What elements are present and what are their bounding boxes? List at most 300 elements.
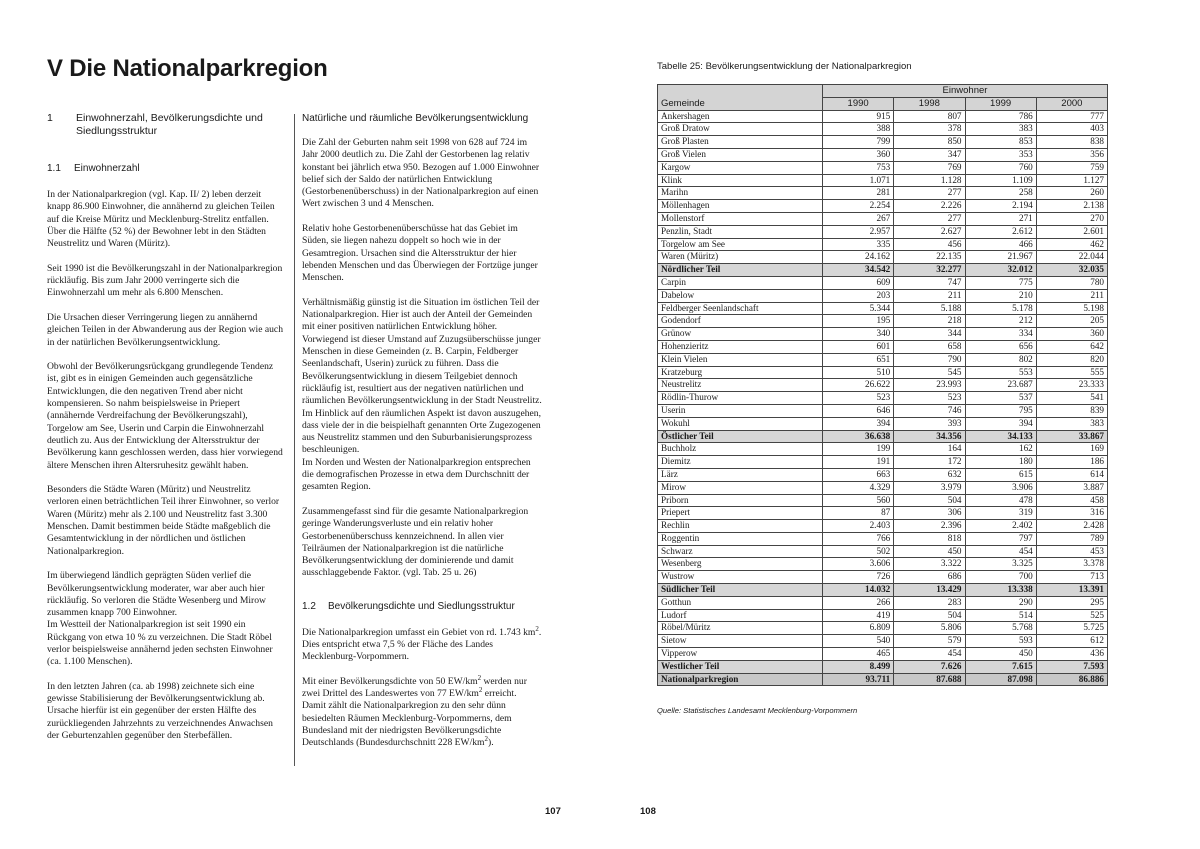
table-header-row: [658, 85, 1108, 98]
municipality-name: Priepert: [658, 507, 823, 520]
page-number-left: 107: [545, 806, 561, 817]
table-row: [658, 340, 1108, 353]
population-value: 3.325: [965, 558, 1036, 571]
population-value: 759: [1036, 161, 1107, 174]
municipality-name: Godendorf: [658, 315, 823, 328]
population-value: 205: [1036, 315, 1107, 328]
population-value: 769: [894, 161, 965, 174]
population-value: 290: [965, 596, 1036, 609]
table-row: [658, 200, 1108, 213]
municipality-name: Waren (Müritz): [658, 251, 823, 264]
table-header-year: 1998: [894, 97, 965, 110]
paragraph: Zusammengefasst sind für die gesamte Nationalparkregion geringe Wanderungsverluste und ein relativ hoher Gestorbenenüberschuss kennzeichnend. In allen vier Teilräumen der Nationalparkregion ist die natürliche Bevölkerungsentwicklung der dominierende und damit ausschlaggebende Faktor. (vgl. Tab. 25 u. 26): [302, 505, 529, 579]
population-value: 34.356: [894, 430, 965, 443]
table-row: [658, 174, 1108, 187]
paragraph: Seit 1990 ist die Bevölkerungszahl in der Nationalparkregion rückläufig. Bis zum Jahr 2000 verringerte sich die Einwohnerzahl um mehr als 6.800 Menschen.: [47, 262, 283, 299]
table-row: [658, 494, 1108, 507]
population-value: 3.906: [965, 481, 1036, 494]
population-value: 799: [823, 136, 894, 149]
population-value: 36.638: [823, 430, 894, 443]
population-value: 195: [823, 315, 894, 328]
table-row: [658, 558, 1108, 571]
municipality-name: Carpin: [658, 276, 823, 289]
population-value: 726: [823, 571, 894, 584]
population-value: 2.396: [894, 520, 965, 533]
population-value: 13.338: [965, 584, 1036, 597]
table-body: [658, 110, 1108, 686]
population-value: 450: [894, 545, 965, 558]
municipality-name: Groß Vielen: [658, 148, 823, 161]
population-value: 1.127: [1036, 174, 1107, 187]
population-value: 2.612: [965, 225, 1036, 238]
population-value: 6.809: [823, 622, 894, 635]
population-value: 553: [965, 366, 1036, 379]
table-row: [658, 315, 1108, 328]
population-value: 775: [965, 276, 1036, 289]
population-value: 347: [894, 148, 965, 161]
table-group-header: Einwohner: [823, 85, 1108, 98]
table-row: [658, 622, 1108, 635]
population-value: 394: [965, 417, 1036, 430]
population-value: 169: [1036, 443, 1107, 456]
population-value: 523: [823, 392, 894, 405]
population-value: 164: [894, 443, 965, 456]
population-value: 656: [965, 340, 1036, 353]
table-row: [658, 609, 1108, 622]
table-row: [658, 289, 1108, 302]
population-value: 502: [823, 545, 894, 558]
population-value: 87.688: [894, 673, 965, 686]
population-value: 510: [823, 366, 894, 379]
subsection-number: 1.2: [302, 600, 316, 612]
population-value: 360: [823, 148, 894, 161]
table-source: Quelle: Statistisches Landesamt Mecklenburg-Vorpommern: [657, 706, 858, 715]
population-value: 33.867: [1036, 430, 1107, 443]
population-value: 393: [894, 417, 965, 430]
table-row: [658, 468, 1108, 481]
municipality-name: Nördlicher Teil: [658, 264, 823, 277]
population-value: 319: [965, 507, 1036, 520]
municipality-name: Sietow: [658, 635, 823, 648]
population-value: 191: [823, 456, 894, 469]
population-value: 1.071: [823, 174, 894, 187]
population-value: 87: [823, 507, 894, 520]
population-value: 2.601: [1036, 225, 1107, 238]
population-value: 465: [823, 648, 894, 661]
population-value: 514: [965, 609, 1036, 622]
table-row: [658, 404, 1108, 417]
paragraph: Besonders die Städte Waren (Müritz) und Neustrelitz verloren einen beträchtlichen Teil ihrer Einwohner, so verlor Waren (Müritz) mehr als 2.100 und Neustrelitz fast 3.300 Menschen. Damit bestimmen beide Städte maßgeblich die Gesamtentwicklung in der nördlichen und östlichen Nationalparkregion.: [47, 484, 280, 557]
municipality-name: Diemitz: [658, 456, 823, 469]
population-value: 344: [894, 328, 965, 341]
municipality-name: Buchholz: [658, 443, 823, 456]
population-value: 462: [1036, 238, 1107, 251]
population-value: 2.194: [965, 200, 1036, 213]
left-column: [47, 112, 285, 755]
population-value: 478: [965, 494, 1036, 507]
population-value: 651: [823, 353, 894, 366]
table-row: [658, 225, 1108, 238]
population-value: 23.993: [894, 379, 965, 392]
municipality-name: Penzlin, Stadt: [658, 225, 823, 238]
paragraph: Relativ hohe Gestorbenenüberschüsse hat das Gebiet im Süden, sie liegen nahezu doppelt so hoch wie in der Gesamtregion. Ursachen sind die Altersstruktur der hier lebenden Menschen und das Überwiegen der Fortzüge junger Menschen.: [302, 223, 538, 284]
population-value: 797: [965, 532, 1036, 545]
municipality-name: Klein Vielen: [658, 353, 823, 366]
table-row: [658, 187, 1108, 200]
population-value: 32.035: [1036, 264, 1107, 277]
population-value: 388: [823, 123, 894, 136]
column-divider: [294, 114, 295, 766]
population-value: 383: [1036, 417, 1107, 430]
municipality-name: Rödlin-Thurow: [658, 392, 823, 405]
population-value: 450: [965, 648, 1036, 661]
municipality-name: Kratzeburg: [658, 366, 823, 379]
paragraph: Die Ursachen dieser Verringerung liegen zu annähernd gleichen Teilen in der Abwanderung aus der Region wie auch in der natürlichen Bevölkerungsentwicklung.: [47, 311, 283, 348]
population-value: 5.806: [894, 622, 965, 635]
population-value: 3.887: [1036, 481, 1107, 494]
population-value: 378: [894, 123, 965, 136]
population-value: 555: [1036, 366, 1107, 379]
population-value: 646: [823, 404, 894, 417]
population-value: 642: [1036, 340, 1107, 353]
population-value: 790: [894, 353, 965, 366]
table-header-name: Gemeinde: [658, 97, 823, 110]
municipality-name: Klink: [658, 174, 823, 187]
population-value: 747: [894, 276, 965, 289]
population-value: 612: [1036, 635, 1107, 648]
table-header-row: [658, 97, 1108, 110]
population-value: 839: [1036, 404, 1107, 417]
population-value: 1.128: [894, 174, 965, 187]
paragraph: In der Nationalparkregion (vgl. Kap. II/ 2) leben derzeit knapp 86.900 Einwohner, die annähernd zu gleichen Teilen auf die Kreise Müritz und Mecklenburg-Strelitz entfallen. Über die Hälfte (52 %) der Bewohner lebt in den Städten Neustrelitz und Waren (Müritz).: [47, 189, 275, 250]
paragraph-density-2: Mit einer Bevölkerungsdichte von 50 $EW/km^2$ werden nur zwei Drittel des Landeswertes von 77 $EW/km^2$ erreicht. Damit zählt die Nationalparkregion zu den sehr dünn besiedelten Räumen Mecklenburg-Vorpommerns, dem Bundesland mit der niedrigsten Bevölkerungsdichte Deutschlands (Bundesdurchschnitt 228 $EW/km^2$).: [302, 673, 527, 749]
table-row: [658, 545, 1108, 558]
population-value: 807: [894, 110, 965, 123]
population-value: 14.032: [823, 584, 894, 597]
population-value: 34.133: [965, 430, 1036, 443]
population-value: 3.979: [894, 481, 965, 494]
population-value: 13.391: [1036, 584, 1107, 597]
population-value: 2.428: [1036, 520, 1107, 533]
population-value: 199: [823, 443, 894, 456]
population-value: 5.198: [1036, 302, 1107, 315]
municipality-name: Mollenstorf: [658, 212, 823, 225]
population-value: 210: [965, 289, 1036, 302]
population-value: 1.109: [965, 174, 1036, 187]
table-row: [658, 276, 1108, 289]
municipality-name: Roggentin: [658, 532, 823, 545]
table-caption: Tabelle 25: Bevölkerungsentwicklung der Nationalparkregion: [657, 61, 912, 72]
paragraph: In den letzten Jahren (ca. ab 1998) zeichnete sich eine gewisse Stabilisierung der Bevölkerungsentwicklung ab. Ursache hierfür ist ein gegenüber der ersten Hälfte des zurückliegenden Jahrzehnts zu verzeichnendes Anwachsen der Geburtenzahlen gegenüber den Sterbefällen.: [47, 680, 273, 742]
subsection-heading: [302, 600, 542, 613]
population-value: 609: [823, 276, 894, 289]
population-value: 353: [965, 148, 1036, 161]
municipality-name: Marihn: [658, 187, 823, 200]
table-row: [658, 443, 1108, 456]
municipality-name: Kargow: [658, 161, 823, 174]
middle-heading: Natürliche und räumliche Bevölkerungsentwicklung: [302, 113, 529, 124]
table-row: [658, 110, 1108, 123]
population-value: 281: [823, 187, 894, 200]
population-value: 270: [1036, 212, 1107, 225]
paragraph: Obwohl der Bevölkerungsrückgang grundlegende Tendenz ist, gibt es in einigen Gemeinden auch gegensätzliche Entwicklungen, die den negativen Trend aber nicht kompensieren. So nahm beispielsweise in Priepert (annähernde Verdreifachung der Bevölkerungszahl), Torgelow am See, Userin und Carpin die Einwohnerzahl deutlich zu. Aus der Entwicklung der Altersstruktur der Bevölkerung kann geschlossen werden, dass hier vorwiegend ältere Menschen ihren Altersruhesitz gewählt haben.: [47, 361, 283, 471]
subsection-title: Bevölkerungsdichte und Siedlungsstruktur: [328, 600, 515, 612]
population-value: 23.687: [965, 379, 1036, 392]
population-value: 537: [965, 392, 1036, 405]
table-row: [658, 212, 1108, 225]
table-row: [658, 648, 1108, 661]
population-value: 2.627: [894, 225, 965, 238]
municipality-name: Wesenberg: [658, 558, 823, 571]
table-header-year: 2000: [1036, 97, 1107, 110]
population-value: 5.178: [965, 302, 1036, 315]
table-row: [658, 123, 1108, 136]
population-value: 2.403: [823, 520, 894, 533]
municipality-name: Nationalparkregion: [658, 673, 823, 686]
population-value: 838: [1036, 136, 1107, 149]
population-value: 632: [894, 468, 965, 481]
population-value: 540: [823, 635, 894, 648]
population-value: 306: [894, 507, 965, 520]
municipality-name: Möllenhagen: [658, 200, 823, 213]
population-value: 7.593: [1036, 660, 1107, 673]
page-number-right: 108: [640, 806, 656, 817]
population-value: 22.044: [1036, 251, 1107, 264]
population-value: 458: [1036, 494, 1107, 507]
paragraph: Im überwiegend ländlich geprägten Süden verlief die Bevölkerungsentwicklung moderater, war aber auch hier rückläufig. So verloren die Städte Wesenberg und Mirow zusammen knapp 700 Einwohner. Im Westteil der Nationalparkregion ist seit 1990 ein Rückgang von etwa 10 % zu verzeichnen. Die Stadt Röbel verlor beispielsweise annähernd jeden sechsten Einwohner (ca. 1.100 Menschen).: [47, 570, 273, 668]
population-value: 820: [1036, 353, 1107, 366]
population-value: 760: [965, 161, 1036, 174]
population-value: 180: [965, 456, 1036, 469]
table-row: [658, 379, 1108, 392]
population-value: 7.626: [894, 660, 965, 673]
population-value: 22.135: [894, 251, 965, 264]
municipality-name: Hohenzieritz: [658, 340, 823, 353]
municipality-name: Rechlin: [658, 520, 823, 533]
population-value: 5.188: [894, 302, 965, 315]
table-row: [658, 366, 1108, 379]
population-value: 658: [894, 340, 965, 353]
population-value: 13.429: [894, 584, 965, 597]
population-value: 700: [965, 571, 1036, 584]
population-value: 453: [1036, 545, 1107, 558]
population-value: 795: [965, 404, 1036, 417]
population-value: 212: [965, 315, 1036, 328]
municipality-name: Gotthun: [658, 596, 823, 609]
population-value: 26.622: [823, 379, 894, 392]
table-subtotal-row: [658, 584, 1108, 597]
subsection-number: 1.1: [47, 163, 61, 174]
population-value: 93.711: [823, 673, 894, 686]
population-value: 267: [823, 212, 894, 225]
municipality-name: Priborn: [658, 494, 823, 507]
table-row: [658, 596, 1108, 609]
population-value: 663: [823, 468, 894, 481]
population-value: 454: [894, 648, 965, 661]
population-value: 615: [965, 468, 1036, 481]
population-value: 2.138: [1036, 200, 1107, 213]
population-value: 87.098: [965, 673, 1036, 686]
population-value: 34.542: [823, 264, 894, 277]
population-value: 24.162: [823, 251, 894, 264]
population-value: 335: [823, 238, 894, 251]
population-value: 186: [1036, 456, 1107, 469]
municipality-name: Östlicher Teil: [658, 430, 823, 443]
population-value: 32.012: [965, 264, 1036, 277]
population-value: 523: [894, 392, 965, 405]
population-value: 789: [1036, 532, 1107, 545]
population-value: 766: [823, 532, 894, 545]
table-row: [658, 161, 1108, 174]
municipality-name: Grünow: [658, 328, 823, 341]
population-value: 3.378: [1036, 558, 1107, 571]
population-value: 5.344: [823, 302, 894, 315]
paragraph-density-1: Die Nationalparkregion umfasst ein Gebiet von rd. 1.743 $km^2$. Dies entspricht etwa 7,5 % der Fläche des Landes Mecklenburg-Vorpommern.: [302, 624, 542, 663]
table-row: [658, 328, 1108, 341]
municipality-name: Lärz: [658, 468, 823, 481]
population-value: 4.329: [823, 481, 894, 494]
population-value: 360: [1036, 328, 1107, 341]
table-row: [658, 136, 1108, 149]
table-header-year: 1999: [965, 97, 1036, 110]
municipality-name: Userin: [658, 404, 823, 417]
population-value: 579: [894, 635, 965, 648]
population-value: 258: [965, 187, 1036, 200]
population-value: 454: [965, 545, 1036, 558]
table-row: [658, 635, 1108, 648]
municipality-name: Groß Dratow: [658, 123, 823, 136]
table-subtotal-row: [658, 660, 1108, 673]
table-subtotal-row: [658, 264, 1108, 277]
population-value: 2.254: [823, 200, 894, 213]
population-value: 504: [894, 609, 965, 622]
population-value: 2.226: [894, 200, 965, 213]
table-row: [658, 148, 1108, 161]
population-value: 525: [1036, 609, 1107, 622]
population-value: 777: [1036, 110, 1107, 123]
population-value: 383: [965, 123, 1036, 136]
population-value: 162: [965, 443, 1036, 456]
table-subtotal-row: [658, 430, 1108, 443]
population-value: 593: [965, 635, 1036, 648]
population-value: 746: [894, 404, 965, 417]
table-row: [658, 302, 1108, 315]
population-value: 915: [823, 110, 894, 123]
population-value: 466: [965, 238, 1036, 251]
population-value: 850: [894, 136, 965, 149]
table-row: [658, 417, 1108, 430]
population-value: 456: [894, 238, 965, 251]
paragraph: Verhältnismäßig günstig ist die Situation im östlichen Teil der Nationalparkregion. Hier ist auch der Anteil der Gemeinden mit einer positiven natürlichen Entwicklung höher. Vorwiegend ist dieser Umstand auf Zuzugsüberschüsse junger Menschen in diese Gemeinden (z. B. Carpin, Feldberger Seenlandschaft, Userin) zurück zu führen. Dass die Bevölkerungsentwicklung in diesem Teilgebiet dennoch rückläufig ist, resultiert aus der negativen natürlichen und räumlichen Bevölkerungsentwicklung in der Stadt Neustrelitz. Im Hinblick auf den räumlichen Aspekt ist davon auszugehen, dass viele der in die beispielhaft genannten Orte Zugezogenen aus Neustrelitz stammen und den Suburbanisierungsprozess beschleunigen. Im Norden und Westen der Nationalparkregion entsprechen die demografischen Prozesse in etwa dem Durchschnitt der gesamten Region.: [302, 296, 542, 493]
municipality-name: Torgelow am See: [658, 238, 823, 251]
population-value: 334: [965, 328, 1036, 341]
population-value: 211: [894, 289, 965, 302]
population-value: 7.615: [965, 660, 1036, 673]
population-value: 2.402: [965, 520, 1036, 533]
population-value: 419: [823, 609, 894, 622]
table-row: [658, 238, 1108, 251]
chapter-title: V Die Nationalparkregion: [47, 55, 328, 82]
municipality-name: Westlicher Teil: [658, 660, 823, 673]
population-value: 436: [1036, 648, 1107, 661]
population-value: 316: [1036, 507, 1107, 520]
section-title: Einwohnerzahl, Bevölkerungsdichte und Siedlungsstruktur: [76, 112, 263, 137]
table-row: [658, 532, 1108, 545]
municipality-name: Ludorf: [658, 609, 823, 622]
population-value: 32.277: [894, 264, 965, 277]
middle-column: [302, 112, 542, 762]
municipality-name: Wokuhl: [658, 417, 823, 430]
municipality-name: Neustrelitz: [658, 379, 823, 392]
population-value: 601: [823, 340, 894, 353]
population-value: 5.768: [965, 622, 1036, 635]
population-value: 504: [894, 494, 965, 507]
population-value: 853: [965, 136, 1036, 149]
population-value: 277: [894, 187, 965, 200]
population-value: 786: [965, 110, 1036, 123]
population-value: 403: [1036, 123, 1107, 136]
table-row: [658, 571, 1108, 584]
population-value: 295: [1036, 596, 1107, 609]
table-row: [658, 251, 1108, 264]
municipality-name: Wustrow: [658, 571, 823, 584]
municipality-name: Dabelow: [658, 289, 823, 302]
section-heading: [47, 112, 285, 138]
table-header-year: 1990: [823, 97, 894, 110]
population-value: 277: [894, 212, 965, 225]
population-value: 818: [894, 532, 965, 545]
table-row: [658, 507, 1108, 520]
population-value: 541: [1036, 392, 1107, 405]
population-value: 5.725: [1036, 622, 1107, 635]
population-value: 260: [1036, 187, 1107, 200]
municipality-name: Feldberger Seenlandschaft: [658, 302, 823, 315]
subsection-title: Einwohnerzahl: [74, 163, 140, 174]
population-value: 8.499: [823, 660, 894, 673]
municipality-name: Röbel/Müritz: [658, 622, 823, 635]
municipality-name: Mirow: [658, 481, 823, 494]
population-value: 3.606: [823, 558, 894, 571]
population-value: 545: [894, 366, 965, 379]
table-row: [658, 353, 1108, 366]
municipality-name: Schwarz: [658, 545, 823, 558]
population-value: 560: [823, 494, 894, 507]
population-value: 3.322: [894, 558, 965, 571]
population-value: 802: [965, 353, 1036, 366]
population-value: 686: [894, 571, 965, 584]
population-value: 211: [1036, 289, 1107, 302]
population-value: 271: [965, 212, 1036, 225]
municipality-name: Vipperow: [658, 648, 823, 661]
population-value: 23.333: [1036, 379, 1107, 392]
population-value: 218: [894, 315, 965, 328]
population-value: 394: [823, 417, 894, 430]
table-total-row: [658, 673, 1108, 686]
municipality-name: Ankershagen: [658, 110, 823, 123]
table-row: [658, 520, 1108, 533]
population-value: 340: [823, 328, 894, 341]
population-value: 2.957: [823, 225, 894, 238]
population-value: 614: [1036, 468, 1107, 481]
population-value: 172: [894, 456, 965, 469]
subsection-heading: [47, 162, 285, 175]
municipality-name: Südlicher Teil: [658, 584, 823, 597]
table-row: [658, 392, 1108, 405]
population-value: 713: [1036, 571, 1107, 584]
population-value: 203: [823, 289, 894, 302]
population-value: 753: [823, 161, 894, 174]
population-value: 356: [1036, 148, 1107, 161]
